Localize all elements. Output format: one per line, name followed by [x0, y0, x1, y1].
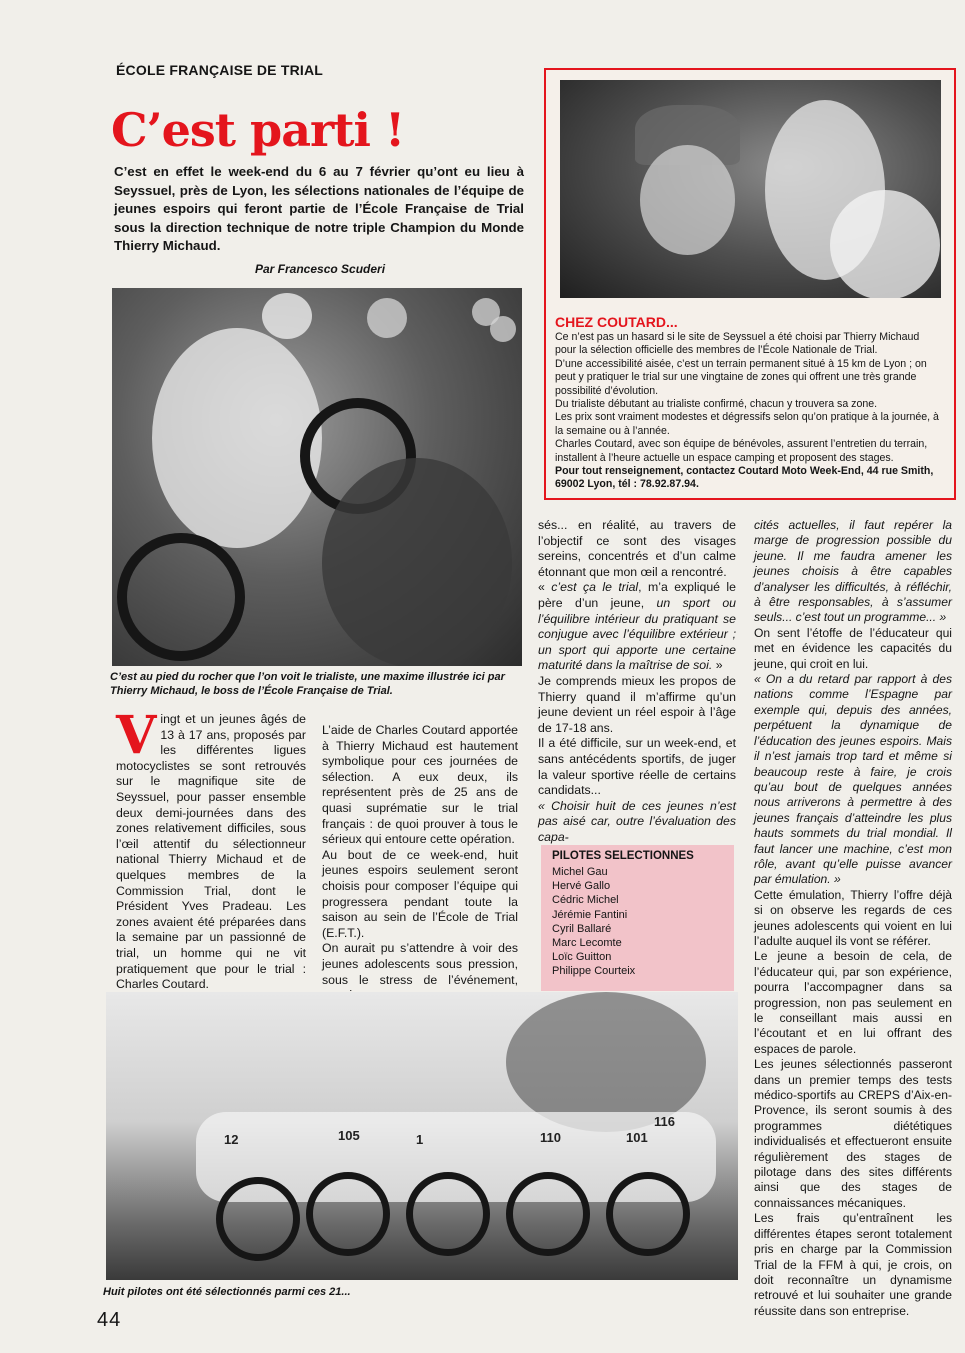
sidebar-body	[555, 331, 940, 492]
pilot-name: Marc Lecomte	[552, 937, 622, 950]
rider-bib: 12	[224, 1132, 239, 1147]
article-title: C’est parti !	[111, 103, 405, 157]
rider-bib: 110	[540, 1130, 561, 1145]
column-1-text: ingt et un jeunes âgés de 13 à 17 ans, proposés par les différentes ligues motocyclistes se sont retrouvés sur le magnifique site de Seyssuel, pour passer ensemble deux demi-journées dans des zones relativement difficiles, sous l’œil attentif du sélectionneur national Thierry Michaud et de quelques membres de la Commission Trial, dont le Président Yves Pradeau. Les zones avaient été préparées dans la semaine par un passionné de trial, un homme qui ne vit pratiquement que pour le trial : Charles Coutard.	[116, 712, 306, 992]
column-4-paragraph: On sent l’étoffe de l’éducateur qui met en évidence les capacités du jeune, qui croit en lui.	[754, 625, 952, 671]
rider-bib: 1	[416, 1132, 424, 1147]
article-column-4	[754, 518, 952, 1319]
rider-bib: 116	[654, 1114, 675, 1129]
pilot-name: Hervé Gallo	[552, 880, 611, 893]
column-2-paragraph: Au bout de ce week-end, huit jeunes espoirs seulement seront choisis pour composer l’équipe qui progressera pendant toute la saison au sein de l’École de Trial (E.F.T.).	[322, 847, 518, 940]
column-3-paragraph: Je comprends mieux les propos de Thierry quand il m’affirme qu’un jeune devient un réel espoir à l’âge de 17-18 ans.	[538, 673, 736, 735]
column-3-quote	[538, 580, 736, 674]
photo-coutard-michaud	[560, 80, 941, 298]
sidebar-title: CHEZ COUTARD...	[555, 314, 678, 330]
photo-caption-bottom: Huit pilotes ont été sélectionnés parmi ces 21...	[103, 1286, 351, 1298]
section-label: ÉCOLE FRANÇAISE DE TRIAL	[116, 62, 324, 78]
column-4-paragraph: Les jeunes sélectionnés passeront dans un premier temps des tests médico-sportifs au CREPS d’Aix-en-Provence, ils seront soumis à des programmes diététiques individualisés et effectueront ensuite régulièrement des stages de pilotage dans des sites différents ainsi que des stages de connaissances mécaniques.	[754, 1057, 952, 1210]
column-4-paragraph: Les frais qu’entraînent les différentes étapes seront totalement pris en charge par la Commission Trial de la FFM à qui, je crois, on doit reconnaître un dynamisme retrouvé et lui souhaiter une grande réussite dans son entreprise.	[754, 1211, 952, 1318]
article-column-2	[322, 723, 518, 1004]
sidebar-contact: Pour tout renseignement, contactez Coutard Moto Week-End, 44 rue Smith, 69002 Lyon, tél : 78.92.87.94.	[555, 465, 934, 491]
column-3-paragraph: Il a été difficile, sur un week-end, et sans antécédents sportifs, de juger la valeur sportive réelle de certains candidats...	[538, 736, 736, 798]
drop-cap: V	[116, 705, 157, 766]
lead-paragraph: C’est en effet le week-end du 6 au 7 février qu’ont eu lieu à Seyssuel, près de Lyon, les sélections nationales de l’équipe de jeunes espoirs qui feront partie de l’École Française de Trial sous la direction technique de notre triple Champion du Monde Thierry Michaud.	[114, 164, 524, 253]
column-4-paragraph: Le jeune a besoin de cela, de l’éducateur qui, par son expérience, pourra l’accompagner dans sa progression, non pas seulement en le conseillant mais aussi en l’écoutant et en lui offrant des espaces de parole.	[754, 949, 952, 1056]
pilot-name: Loïc Guitton	[552, 951, 612, 964]
column-4-paragraph: cités actuelles, il faut repérer la marge de progression possible du jeune. Il me faudra amener les jeunes choisis à être capables d’analyser les difficultés, à réfléchir, à être responsables, à s’assumer seuls... c’est tout un programme... »	[754, 518, 952, 625]
column-2-paragraph: L’aide de Charles Coutard apportée à Thierry Michaud est hautement symbolique pour ces journées de sélection. A eux deux, ils représentent près de 25 ans de quasi suprématie sur le trial français : de quoi prouver à tous le sérieux qui entoure cette opération.	[322, 723, 518, 847]
column-2-paragraph: On aurait pu s’attendre à voir des jeunes adolescents sous pression, sous le stress de l’événement,	[322, 941, 518, 987]
pilot-name: Philippe Courteix	[552, 965, 636, 978]
quote-part: un sport ou l’équilibre intérieur du pratiquant se conjugue avec l’équilibre extérieur ; un sport qui apporte une certaine maturité dans la maîtrise de soi.	[538, 595, 736, 673]
sidebar-paragraph: Les prix sont vraiment modestes et dégressifs selon qu’on pratique à la journée, à la semaine ou à l’année.	[555, 411, 939, 437]
sidebar-paragraph: Ce n’est pas un hasard si le site de Seyssuel a été choisi par Thierry Michaud pour la sélection officielle des membres de l’École Nationale de Trial.	[555, 331, 920, 357]
quote-attribution: , m’a expliqué le père d’un jeune,	[538, 580, 736, 610]
page-number: 44	[97, 1309, 122, 1331]
quote-part: c’est ça le trial	[551, 580, 639, 595]
photo-caption-top: C’est au pied du rocher que l’on voit le trialiste, une maxime illustrée ici par Thierry Michaud, le boss de l’École Française de Trial.	[110, 671, 505, 697]
article-column-1	[116, 705, 306, 993]
pilots-list	[552, 865, 635, 979]
byline: Par Francesco Scuderi	[255, 262, 386, 276]
rider-bib: 105	[338, 1128, 360, 1143]
rider-bib: 101	[626, 1130, 648, 1145]
article-column-3	[538, 518, 736, 845]
pilot-name: Michel Gau	[552, 866, 608, 878]
sidebar-paragraph: Du trialiste débutant au trialiste confirmé, chacun y trouvera sa zone.	[555, 398, 878, 411]
photo-rider-on-rock	[112, 288, 522, 666]
photo-group-riders	[106, 992, 738, 1280]
sidebar-paragraph: D’une accessibilité aisée, c’est un terrain permanent situé à 15 km de Lyon ; on peut y pratiquer le trial sur une vingtaine de zones qui offrent une très grande possibilité d’évolution.	[555, 357, 927, 397]
quote-close: »	[712, 658, 723, 673]
sidebar-paragraph: Charles Coutard, avec son équipe de bénévoles, assurent l’entretien du terrain, installent à l’heure actuelle un espace camping et proposent des stages.	[555, 438, 928, 464]
pilot-name: Jérémie Fantini	[552, 908, 628, 921]
column-3-paragraph: « Choisir huit de ces jeunes n’est pas aisé car, outre l’évaluation des capa-	[538, 798, 736, 844]
column-3-paragraph: sés... en réalité, au travers de l’objectif ce sont des visages sereins, concentrés et d’un calme étonnant que mon œil a rencontré.	[538, 518, 736, 579]
quote-open: «	[538, 580, 552, 595]
column-4-paragraph: Cette émulation, Thierry l’offre déjà si on observe les regards de ces jeunes adolescents qui voient en lui l’adulte auquel ils vont se référer.	[754, 887, 952, 948]
pilot-name: Cédric Michel	[552, 894, 619, 907]
pilots-box-title: PILOTES SELECTIONNES	[552, 850, 694, 862]
column-4-paragraph: « On a du retard par rapport à des nations comme l’Espagne par exemple qui, depuis des années, perpétuent la dynamique de l’éducation des jeunes espoirs. Mais il n’est jamais trop tard et même si beaucoup reste à faire, je crois qu’au bout de quelques années nous arriverons à permettre à des jeunes français d’atteindre les plus hauts sommets du trial mondial. Il faut lancer une machine, c’est mon rôle, avant qu’elle puisse avancer par émulation. »	[754, 672, 952, 887]
pilot-name: Cyril Ballaré	[552, 922, 612, 935]
